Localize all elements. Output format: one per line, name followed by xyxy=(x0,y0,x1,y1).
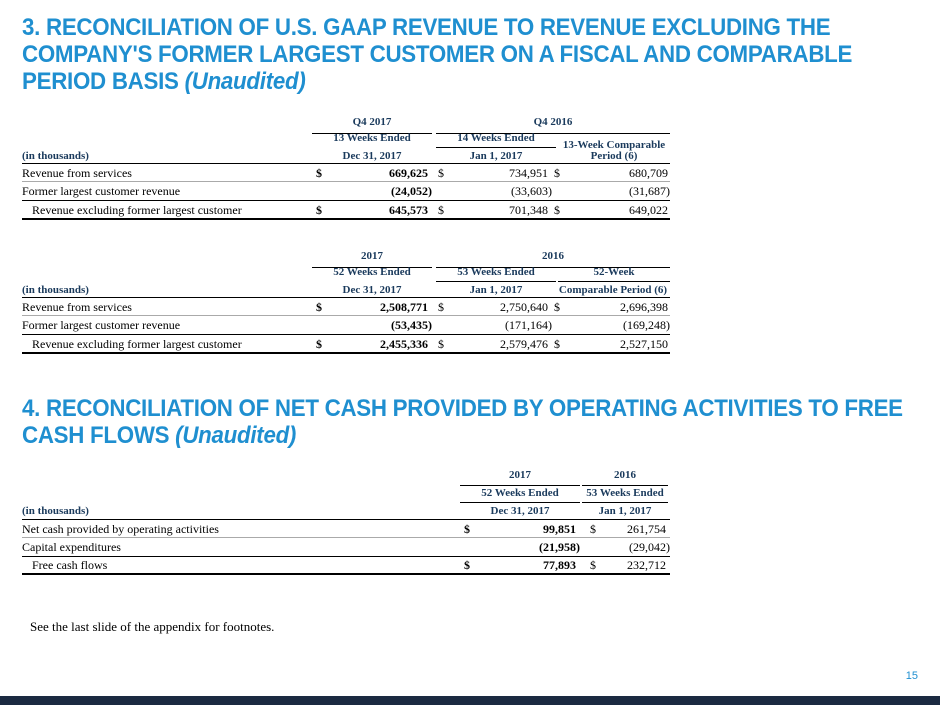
cell-value: 99,851 xyxy=(543,522,576,536)
col1-header-underline xyxy=(460,502,580,503)
total-double-rule xyxy=(22,352,670,354)
cell-value: 2,508,771 xyxy=(380,300,428,314)
table-q4-revenue xyxy=(22,112,672,222)
col2-header-line1: 53 Weeks Ended xyxy=(457,266,535,278)
cell-dollar: $ xyxy=(316,166,322,180)
col2-header-underline xyxy=(436,281,556,282)
col2-header-underline xyxy=(436,147,556,148)
cell-value: 2,527,150 xyxy=(620,337,668,351)
cell-value: (21,958) xyxy=(539,540,580,554)
col1-header-line1: 52 Weeks Ended xyxy=(333,266,411,278)
section4-title xyxy=(22,395,903,449)
col2-header-line1: 53 Weeks Ended xyxy=(586,487,664,499)
row-label: Revenue from services xyxy=(22,166,132,180)
group-header-2016: 2016 xyxy=(614,469,636,481)
footer-bar xyxy=(0,696,940,705)
section3-title-line2: COMPANY'S FORMER LARGEST CUSTOMER ON A FISCAL AND COMPARABLE xyxy=(22,41,853,68)
row-label: Revenue from services xyxy=(22,300,132,314)
row-label: Former largest customer revenue xyxy=(22,184,181,198)
row-label: Net cash provided by operating activities xyxy=(22,522,219,536)
row-label: Capital expenditures xyxy=(22,540,121,554)
cell-value: (31,687) xyxy=(629,184,670,198)
col1-header-line2: Dec 31, 2017 xyxy=(342,284,402,296)
cell-value: 2,696,398 xyxy=(620,300,668,314)
cell-dollar: $ xyxy=(438,203,444,217)
cell-dollar: $ xyxy=(554,300,560,314)
section4-title-line2-main: CASH FLOWS xyxy=(22,422,176,449)
cell-dollar: $ xyxy=(464,558,470,572)
col3-header-line2: Comparable Period (6) xyxy=(558,284,668,296)
cell-dollar: $ xyxy=(554,166,560,180)
cell-value: (33,603) xyxy=(511,184,552,198)
cell-value: 645,573 xyxy=(389,203,428,217)
row-divider xyxy=(22,537,670,538)
cell-value: (24,052) xyxy=(391,184,432,198)
col2-header-underline xyxy=(582,502,668,503)
cell-value: 649,022 xyxy=(629,203,668,217)
group-header-2016: 2016 xyxy=(542,250,564,262)
row-label: Revenue excluding former largest customer xyxy=(32,203,242,217)
cell-value: 77,893 xyxy=(543,558,576,572)
subtotal-rule xyxy=(22,200,670,201)
section3-title-line3 xyxy=(22,68,852,95)
cell-value: 734,951 xyxy=(509,166,548,180)
table-fy-revenue xyxy=(22,246,672,356)
col2-header-line2: Jan 1, 2017 xyxy=(469,150,523,162)
cell-dollar: $ xyxy=(316,337,322,351)
section3-title-line3-main: PERIOD BASIS xyxy=(22,68,185,95)
group-underline-1 xyxy=(460,485,580,486)
section3-title-line1: 3. RECONCILIATION OF U.S. GAAP REVENUE TO REVENUE EXCLUDING THE xyxy=(22,14,831,41)
section4-title-line2 xyxy=(22,422,903,449)
cell-value: 2,750,640 xyxy=(500,300,548,314)
col3-header-underline xyxy=(558,281,670,282)
total-double-rule xyxy=(22,573,670,575)
footnote-text: See the last slide of the appendix for footnotes. xyxy=(30,619,275,634)
cell-dollar: $ xyxy=(438,300,444,314)
cell-value: 701,348 xyxy=(509,203,548,217)
section3-title xyxy=(22,14,852,95)
header-bottom-rule xyxy=(22,297,670,298)
units-label: (in thousands) xyxy=(22,284,89,296)
units-label: (in thousands) xyxy=(22,150,89,162)
cell-dollar: $ xyxy=(316,203,322,217)
group-underline-2 xyxy=(582,485,668,486)
header-bottom-rule xyxy=(22,163,670,164)
page-number: 15 xyxy=(905,670,918,682)
cell-dollar: $ xyxy=(590,558,596,572)
col3-header-line1: 13-Week Comparable xyxy=(562,139,666,151)
row-label: Revenue excluding former largest customer xyxy=(32,337,242,351)
row-label: Former largest customer revenue xyxy=(22,318,181,332)
subtotal-rule xyxy=(22,334,670,335)
group-header-q4-2017: Q4 2017 xyxy=(352,116,392,128)
col1-header-line2: Dec 31, 2017 xyxy=(490,505,550,517)
cell-dollar: $ xyxy=(316,300,322,314)
cell-value: 669,625 xyxy=(389,166,428,180)
cell-dollar: $ xyxy=(554,337,560,351)
units-label: (in thousands) xyxy=(22,505,89,517)
cell-value: 2,579,476 xyxy=(500,337,548,351)
cell-dollar: $ xyxy=(464,522,470,536)
cell-dollar: $ xyxy=(590,522,596,536)
cell-dollar: $ xyxy=(438,337,444,351)
col1-header-line1: 52 Weeks Ended xyxy=(481,487,559,499)
cell-value: (169,248) xyxy=(623,318,670,332)
cell-value: (171,164) xyxy=(505,318,552,332)
row-label: Free cash flows xyxy=(32,558,108,572)
cell-value: (53,435) xyxy=(391,318,432,332)
section4-title-line1: 4. RECONCILIATION OF NET CASH PROVIDED BY OPERATING ACTIVITIES TO FREE xyxy=(22,395,903,422)
cell-value: 261,754 xyxy=(627,522,666,536)
cell-value: 680,709 xyxy=(629,166,668,180)
col2-header-line2: Jan 1, 2017 xyxy=(598,505,652,517)
cell-dollar: $ xyxy=(554,203,560,217)
col2-header-line2: Jan 1, 2017 xyxy=(469,284,523,296)
cell-value: 232,712 xyxy=(627,558,666,572)
col1-header-line2: Dec 31, 2017 xyxy=(342,150,402,162)
cell-value: 2,455,336 xyxy=(380,337,428,351)
col2-header-line1: 14 Weeks Ended xyxy=(457,132,535,144)
cell-dollar: $ xyxy=(438,166,444,180)
section4-title-line2-italic: (Unaudited) xyxy=(175,422,297,449)
subtotal-rule xyxy=(22,556,670,557)
col3-header-line1: 52-Week xyxy=(593,266,635,278)
col3-header-line2: Period (6) xyxy=(590,150,638,162)
group-header-2017: 2017 xyxy=(509,469,531,481)
group-header-q4-2016: Q4 2016 xyxy=(533,116,573,128)
row-divider xyxy=(22,315,670,316)
group-header-2017: 2017 xyxy=(361,250,383,262)
header-bottom-rule xyxy=(22,519,670,520)
col1-header-line1: 13 Weeks Ended xyxy=(333,132,411,144)
row-divider xyxy=(22,181,670,182)
total-double-rule xyxy=(22,218,670,220)
cell-value: (29,042) xyxy=(629,540,670,554)
table-free-cash-flow xyxy=(22,469,672,579)
section3-title-line3-italic: (Unaudited) xyxy=(184,68,306,95)
